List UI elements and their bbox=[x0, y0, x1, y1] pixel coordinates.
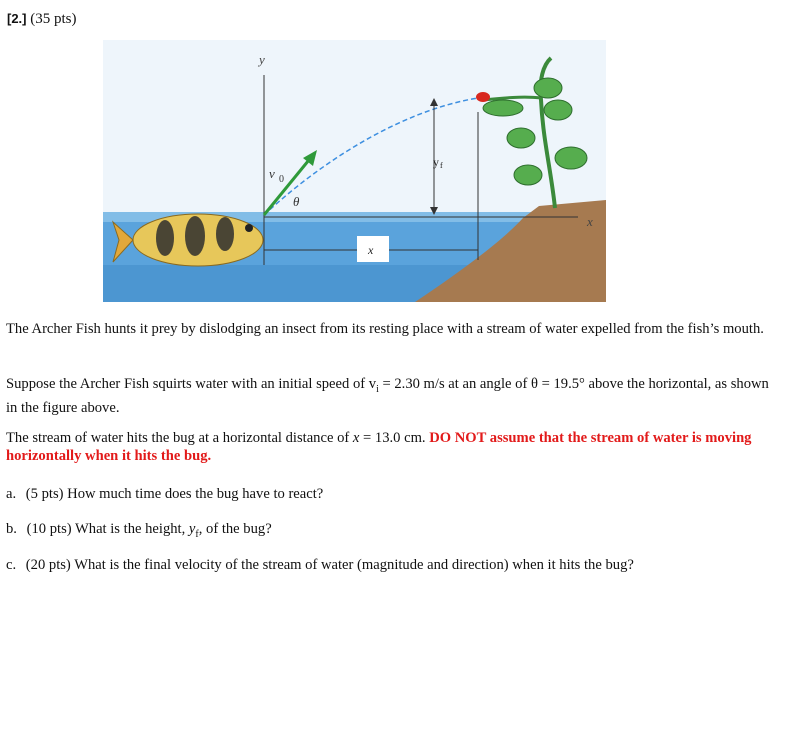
yf-label: y bbox=[433, 155, 439, 169]
question-b-points: (10 pts) bbox=[26, 521, 72, 537]
question-b-subscript: f bbox=[195, 528, 199, 540]
question-c bbox=[6, 556, 778, 574]
paragraph-intro: The Archer Fish hunts it prey by dislodging an insect from its resting place with a stream of water expelled from the fish’s mouth. bbox=[6, 321, 764, 337]
y-axis-label: y bbox=[259, 52, 265, 67]
p2-text-a: Suppose the Archer Fish squirts water with an initial speed of v bbox=[6, 376, 377, 392]
p3-text-b: = 13.0 cm. bbox=[359, 430, 430, 446]
p2-subscript: i bbox=[376, 383, 379, 395]
p3-x-symbol: x bbox=[352, 430, 360, 446]
question-b-text-a: What is the height, bbox=[75, 521, 189, 537]
paragraph-distance bbox=[6, 429, 778, 465]
x-distance-label: x bbox=[368, 243, 374, 257]
question-b-label: b. bbox=[6, 521, 17, 537]
yf-subscript: f bbox=[440, 161, 443, 170]
leaf-bug bbox=[483, 100, 523, 116]
leaf-5 bbox=[514, 165, 542, 185]
problem-header bbox=[7, 11, 77, 28]
theta-label: θ bbox=[293, 194, 300, 209]
question-b bbox=[6, 520, 778, 544]
leaf-2 bbox=[544, 100, 572, 120]
bug bbox=[476, 92, 490, 102]
problem-number: [2.] bbox=[7, 11, 27, 26]
leaf-1 bbox=[534, 78, 562, 98]
figure-svg bbox=[103, 40, 606, 302]
sky-bg bbox=[103, 40, 606, 212]
question-a-text: How much time does the bug have to react? bbox=[67, 486, 324, 502]
question-c-text: What is the final velocity of the stream of water (magnitude and direction) when it hits the bug? bbox=[74, 557, 634, 573]
p3-warning: DO NOT assume that the stream of water is moving horizontally when it hits the bug. bbox=[6, 430, 752, 464]
v0-label: v bbox=[269, 166, 275, 181]
paragraph-initial-speed bbox=[6, 375, 778, 417]
problem-points: (35 pts) bbox=[30, 11, 77, 27]
question-b-text-b: , of the bug? bbox=[198, 521, 272, 537]
v0-subscript: 0 bbox=[279, 174, 284, 185]
leaf-4 bbox=[555, 147, 587, 169]
leaf-3 bbox=[507, 128, 535, 148]
question-a-label: a. bbox=[6, 486, 17, 502]
question-b-symbol: y bbox=[188, 521, 196, 537]
x-axis-label: x bbox=[587, 214, 593, 229]
p3-text-a: The stream of water hits the bug at a horizontal distance of bbox=[6, 430, 353, 446]
question-a-points: (5 pts) bbox=[25, 486, 64, 502]
archer-fish-figure bbox=[103, 40, 606, 302]
p2-text-b: = 2.30 m/s at an angle of θ = 19.5° above the horizontal, as shown in the figure above. bbox=[6, 376, 769, 416]
question-c-points: (20 pts) bbox=[25, 557, 71, 573]
question-c-label: c. bbox=[6, 557, 17, 573]
question-a bbox=[6, 485, 778, 503]
